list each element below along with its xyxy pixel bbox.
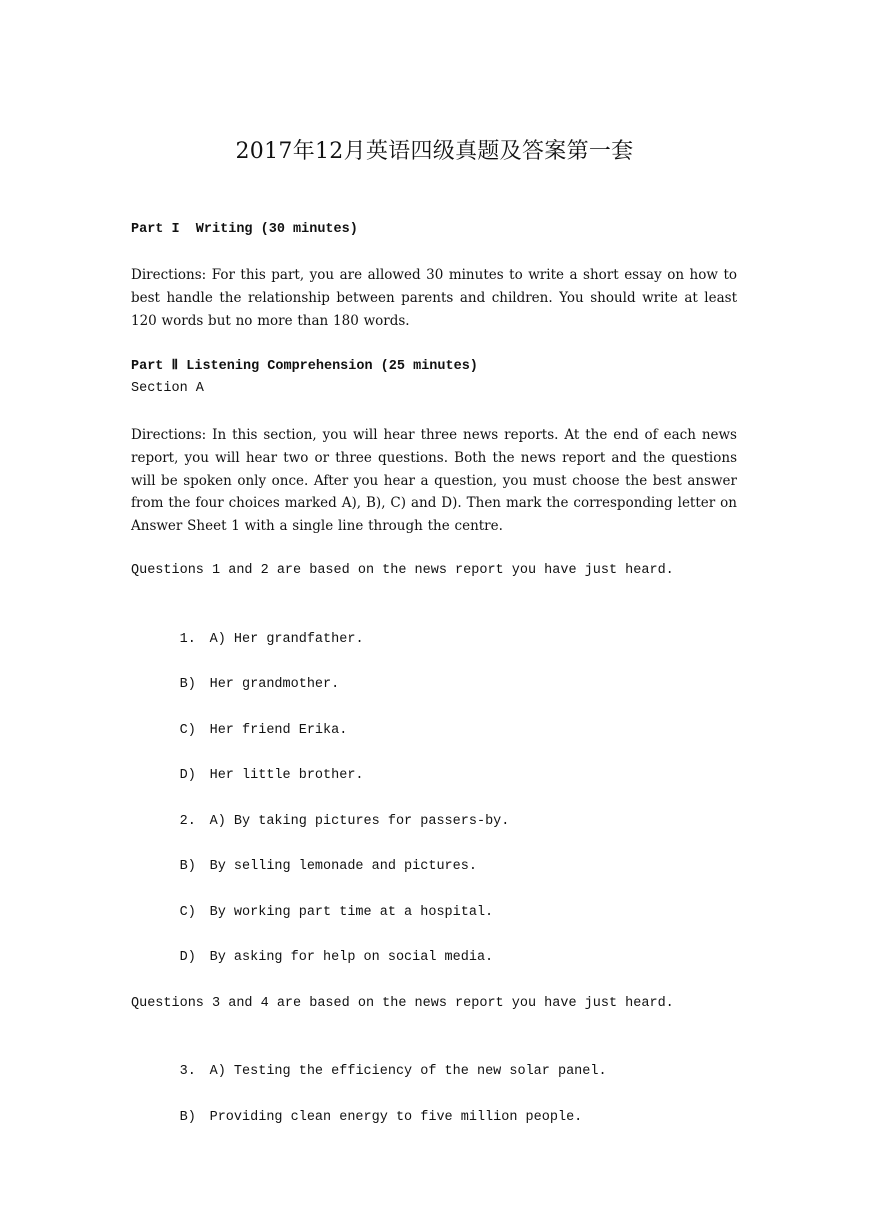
option-letter: B) <box>179 1109 196 1125</box>
option-letter: D) <box>179 767 196 783</box>
option-letter: A) <box>209 813 226 829</box>
questions-1-2-intro: Questions 1 and 2 are based on the news report you have just heard. <box>131 563 674 578</box>
question-number: 1. <box>179 631 196 647</box>
option-text: By selling lemonade and pictures. <box>209 858 477 874</box>
option-text: Her friend Erika. <box>209 722 348 738</box>
question-number: 3. <box>179 1063 196 1079</box>
option-text: Her grandfather. <box>233 631 364 647</box>
option-letter: C) <box>179 722 196 738</box>
option-text: Her grandmother. <box>209 676 340 692</box>
option-letter: A) <box>209 631 226 647</box>
option-text: Her little brother. <box>209 767 364 783</box>
option-text: Testing the efficiency of the new solar panel. <box>233 1063 607 1079</box>
option-text: By working part time at a hospital. <box>209 904 494 920</box>
option-letter: A) <box>209 1063 226 1079</box>
document-title: 2017年12月英语四级真题及答案第一套 <box>235 139 634 164</box>
part2-directions: Directions: In this section, you will hear three news reports. At the end of each news report, you will hear two or three questions. Both the news report and the questions will be spoken only once. After you hear a question, you must choose the best answer from the four choices marked A), B), C) and D). Then mark the corresponding letter on Answer Sheet 1 with a single line through the centre. <box>131 427 737 535</box>
question-number: 2. <box>179 813 196 829</box>
part2-heading: Part Ⅱ Listening Comprehension (25 minutes) <box>131 359 478 374</box>
list-item <box>131 1084 582 1152</box>
option-letter: C) <box>179 904 196 920</box>
part1-heading: Part I Writing (30 minutes) <box>131 222 358 237</box>
option-text: Providing clean energy to five million people. <box>209 1109 583 1125</box>
option-letter: B) <box>179 676 196 692</box>
option-letter: B) <box>179 858 196 874</box>
option-text: By taking pictures for passers-by. <box>233 813 510 829</box>
option-letter: D) <box>179 949 196 965</box>
part1-directions: Directions: For this part, you are allowed 30 minutes to write a short essay on how to best handle the relationship between parents and children. You should write at least 120 words but no more than 180 words. <box>131 267 737 329</box>
section-a-label: Section A <box>131 381 204 396</box>
list-item <box>131 924 493 992</box>
questions-3-4-intro: Questions 3 and 4 are based on the news report you have just heard. <box>131 996 674 1011</box>
option-text: By asking for help on social media. <box>209 949 494 965</box>
